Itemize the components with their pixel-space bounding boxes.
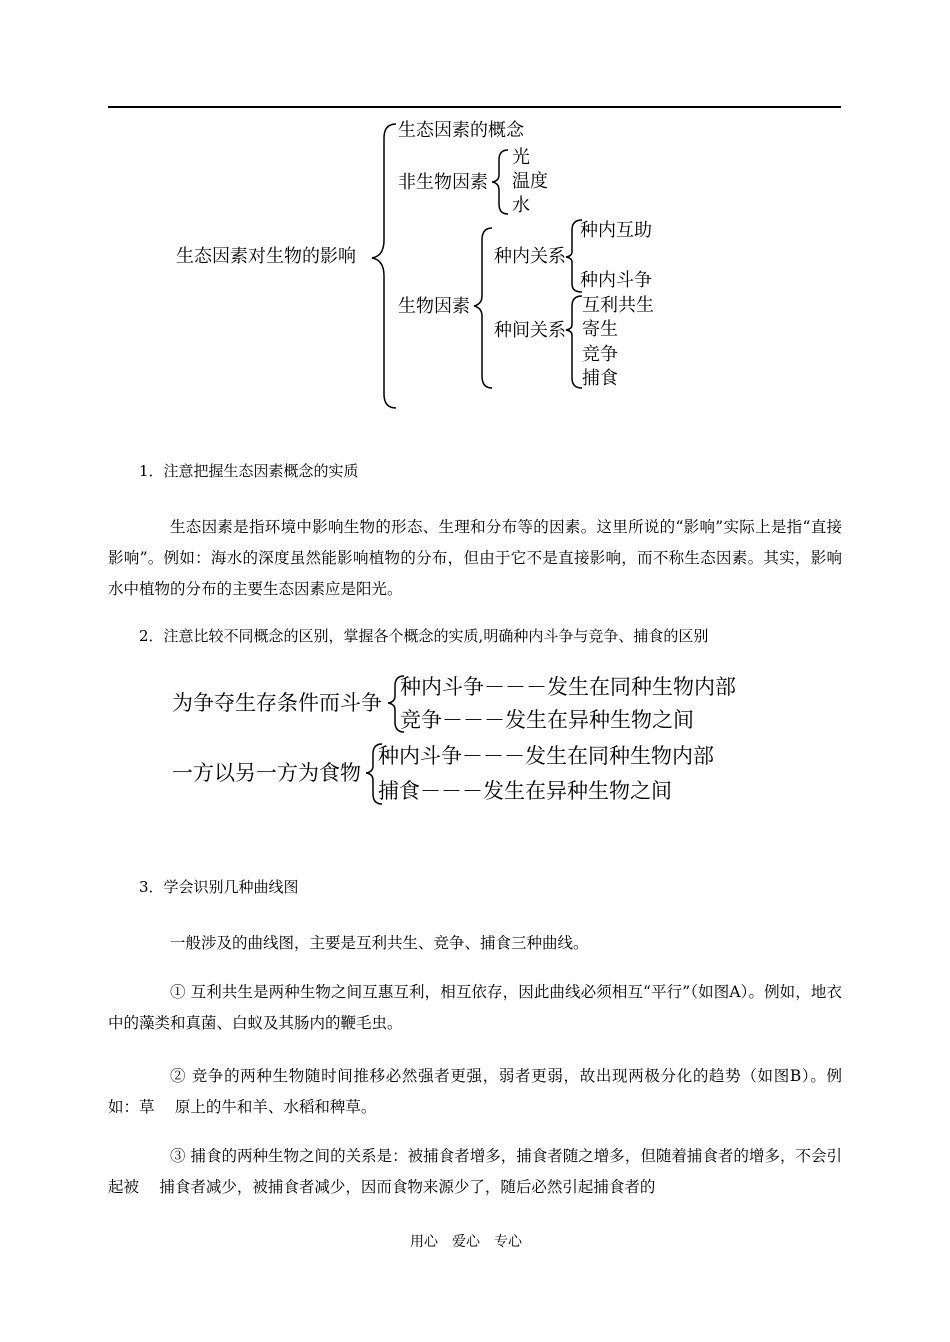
section-1-heading: 1．注意把握生态因素概念的实质 xyxy=(139,462,359,480)
section-3-intro: 一般涉及的曲线图，主要是互利共生、竞争、捕食三种曲线。 xyxy=(170,934,589,952)
group-1-label: 为争夺生存条件而斗争 xyxy=(172,691,382,715)
section-3-paragraph-3: ③ 捕食的两种生物之间的关系是：被捕食者增多，捕食者随之增多，但随着捕食者的增多，不会引起被 捕食者减少，被捕食者减少，因而食物来源少了，随后必然引起捕食者的 xyxy=(108,1147,842,1196)
inter-item: 捕食 xyxy=(582,368,618,389)
section-3-paragraph-1: ① 互利共生是两种生物之间互惠互利，相互依存，因此曲线必须相互“平行”（如图A）。例如，地衣 中的藻类和真菌、白蚁及其肠内的鞭毛虫。 xyxy=(108,983,863,1032)
abiotic-item: 光 xyxy=(512,147,530,168)
abiotic-label: 非生物因素 xyxy=(398,172,488,193)
biotic-label: 生物因素 xyxy=(398,296,470,317)
group-2-label: 一方以另一方为食物 xyxy=(172,761,361,785)
diagram-root-label: 生态因素对生物的影响 xyxy=(176,246,356,267)
inter-item: 寄生 xyxy=(582,319,618,340)
intra-item: 种内斗争 xyxy=(580,270,652,291)
section-3-paragraph-2: ② 竞争的两种生物随时间推移必然强者更强，弱者更弱，故出现两极分化的趋势（如图B）。例如：草 原上的牛和羊、水稻和稗草。 xyxy=(108,1067,842,1116)
intra-item: 种内互助 xyxy=(580,220,652,241)
abiotic-item: 温度 xyxy=(512,171,548,192)
group-2-item: 捕食－－－发生在异种生物之间 xyxy=(378,779,672,803)
section-3-heading: 3．学会识别几种曲线图 xyxy=(139,878,299,896)
inter-item: 竞争 xyxy=(582,344,618,365)
inter-item: 互利共生 xyxy=(582,295,654,316)
section-1-paragraph: 生态因素是指环境中影响生物的形态、生理和分布等的因素。这里所说的“影响”实际上是指“直接影响”。例如：海水的深度虽然能影响植物的分布，但由于它不是直接影响，而不称生态因素。其实，影响水中植物的分布的主要生态因素应是阳光。 xyxy=(108,518,842,598)
intra-label: 种内关系 xyxy=(494,246,566,267)
group-2-item: 种内斗争－－－发生在同种生物内部 xyxy=(378,744,714,768)
abiotic-item: 水 xyxy=(512,195,530,216)
page-footer: 用心 爱心 专心 xyxy=(410,1234,522,1250)
section-2-heading: 2．注意比较不同概念的区别，掌握各个概念的实质,明确种内斗争与竞争、捕食的区别 xyxy=(139,627,709,645)
group-1-item: 竞争－－－发生在异种生物之间 xyxy=(400,708,694,732)
concept-label: 生态因素的概念 xyxy=(398,120,524,141)
inter-label: 种间关系 xyxy=(494,320,566,341)
group-1-item: 种内斗争－－－发生在同种生物内部 xyxy=(400,675,736,699)
